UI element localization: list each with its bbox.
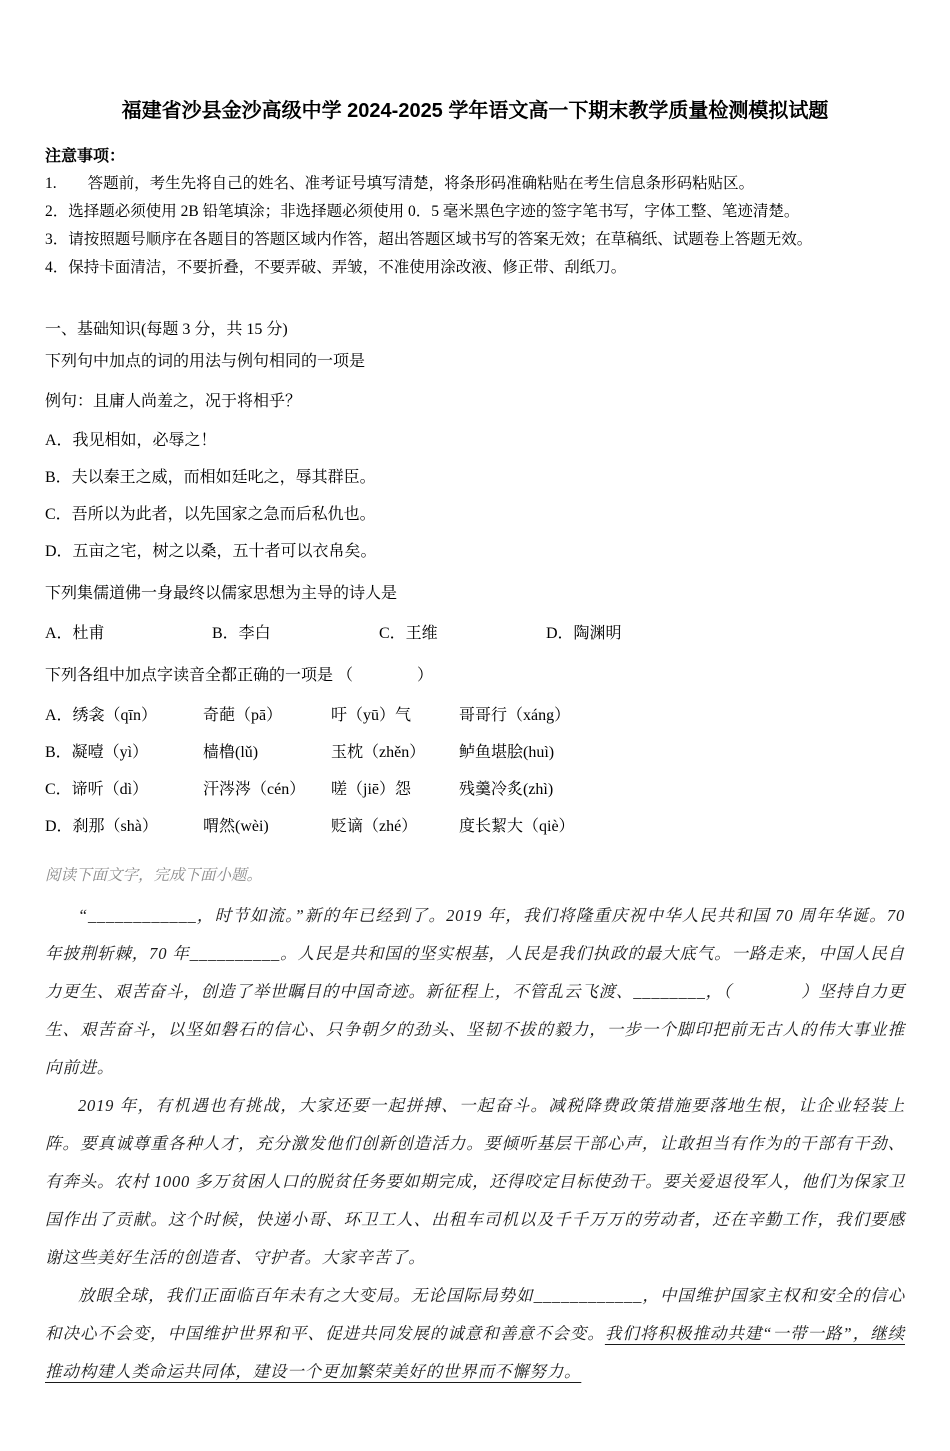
question-3-option-d-3: 贬谪（zhé）	[331, 818, 418, 835]
question-2	[45, 580, 905, 646]
question-2-stem: 下列集儒道佛一身最终以儒家思想为主导的诗人是	[45, 585, 398, 602]
question-2-option-b: B．李白	[212, 625, 271, 642]
question-1-option-d: D．五亩之宅，树之以桑，五十者可以衣帛矣。	[45, 543, 377, 560]
question-2-option-a: A．杜甫	[45, 625, 105, 642]
reading-passage	[45, 897, 905, 1391]
question-3	[45, 662, 905, 839]
question-2-option-d: D．陶渊明	[546, 625, 622, 642]
question-3-option-a-3: 吁（yū）气	[331, 707, 412, 724]
question-3-option-d-4: 度长絜大（qiè）	[459, 818, 575, 835]
question-1-option-a: A．我见相如，必辱之！	[45, 432, 217, 449]
question-1	[45, 348, 905, 564]
passage-paragraph-3	[45, 1277, 905, 1391]
question-3-option-b-3: 玉枕（zhěn）	[331, 744, 426, 761]
question-3-option-d-1: D．刹那（shà）	[45, 818, 158, 835]
notice-item-4: 4．保持卡面清洁，不要折叠，不要弄破、弄皱，不准使用涂改液、修正带、刮纸刀。	[45, 259, 627, 276]
question-3-option-b-1: B．凝噎（yì）	[45, 744, 149, 761]
question-3-option-c-2: 汗涔涔（cén）	[203, 781, 306, 798]
question-3-stem: 下列各组中加点字读音全都正确的一项是 （ ）	[45, 667, 434, 684]
question-3-option-a-1: A．绣衾（qīn）	[45, 707, 158, 724]
passage-paragraph-1: “____________，时节如流。”新的年已经到了。2019 年，我们将隆重庆祝中华人民共和国 70 周年华诞。70 年披荆斩棘，70 年__________。人民是共和国的坚实根基，人民是我们执政的最大底气。一路走来，中国人民自力更生、艰苦奋斗，创造了举世瞩目的中国奇迹。新征程上，不管乱云飞渡、________，（ ）坚持自力更生、艰苦奋斗，以坚如磐石的信心、只争朝夕的劲头、坚韧不拔的毅力，一步一个脚印把前无古人的伟大事业推向前进。	[45, 906, 905, 1077]
section1-heading: 一、基础知识(每题 3 分，共 15 分)	[45, 321, 288, 338]
notice-item-3: 3．请按照题号顺序在各题目的答题区域内作答，超出答题区域书写的答案无效；在草稿纸、试题卷上答题无效。	[45, 231, 813, 248]
question-1-stem: 下列句中加点的词的用法与例句相同的一项是	[45, 353, 366, 370]
notice-item-2: 2．选择题必须使用 2B 铅笔填涂；非选择题必须使用 0．5 毫米黑色字迹的签字笔书写，字体工整、笔迹清楚。	[45, 203, 800, 220]
question-1-option-c: C．吾所以为此者，以先国家之急而后私仇也。	[45, 506, 376, 523]
question-2-option-c: C．王维	[379, 625, 438, 642]
passage-paragraph-3-normal: 放眼全球，我们正面临百年未有之大变局。无论国际局势如____________，中国维护国家主权和安全的信心和决心不会变，中国维护世界和平、促进共同发展的诚意和善意不会变。	[45, 1286, 905, 1343]
question-1-example: 例句：且庸人尚羞之，况于将相乎？	[45, 393, 302, 410]
question-3-option-c-1: C．谛听（dì）	[45, 781, 149, 798]
notice-heading: 注意事项：	[45, 148, 126, 165]
question-3-option-b-2: 樯橹(lǔ)	[203, 744, 259, 761]
question-3-option-b-4: 鲈鱼堪脍(huì)	[459, 744, 555, 761]
question-3-option-a-4: 哥哥行（xáng）	[459, 707, 571, 724]
question-3-option-a-2: 奇葩（pā）	[203, 707, 283, 724]
passage-paragraph-2: 2019 年，有机遇也有挑战，大家还要一起拼搏、一起奋斗。减税降费政策措施要落地生根，让企业轻装上阵。要真诚尊重各种人才，充分激发他们创新创造活力。要倾听基层干部心声，让敢担当有作为的干部有干劲、有奔头。农村 1000 多万贫困人口的脱贫任务要如期完成，还得咬定目标使劲干。要关爱退役军人，他们为保家卫国作出了贡献。这个时候，快递小哥、环卫工人、出租车司机以及千千万万的劳动者，还在辛勤工作，我们要感谢这些美好生活的创造者、守护者。大家辛苦了。	[45, 1096, 905, 1267]
question-3-options	[45, 704, 905, 839]
question-2-options	[45, 622, 905, 646]
question-3-option-c-3: 嗟（jiē）怨	[331, 781, 411, 798]
reading-instruction: 阅读下面文字，完成下面小题。	[45, 867, 263, 884]
question-3-option-c-4: 残羹冷炙(zhì)	[459, 781, 554, 798]
passage-paragraph-3-underlined: 我们将积极推动共建“一带一路”，继续推动构建人类命运共同体，建设一个更加繁荣美好的世界而不懈努力。	[45, 1324, 905, 1381]
exam-title: 福建省沙县金沙高级中学 2024-2025 学年语文高一下期末教学质量检测模拟试题	[121, 100, 829, 122]
question-3-option-d-2: 喟然(wèi)	[203, 818, 269, 835]
notice-section	[45, 144, 905, 282]
question-1-option-b: B．夫以秦王之威，而相如廷叱之，辱其群臣。	[45, 469, 376, 486]
notice-item-1: 1. 答题前，考生先将自己的姓名、准考证号填写清楚，将条形码准确粘贴在考生信息条形码粘贴区。	[45, 175, 755, 192]
